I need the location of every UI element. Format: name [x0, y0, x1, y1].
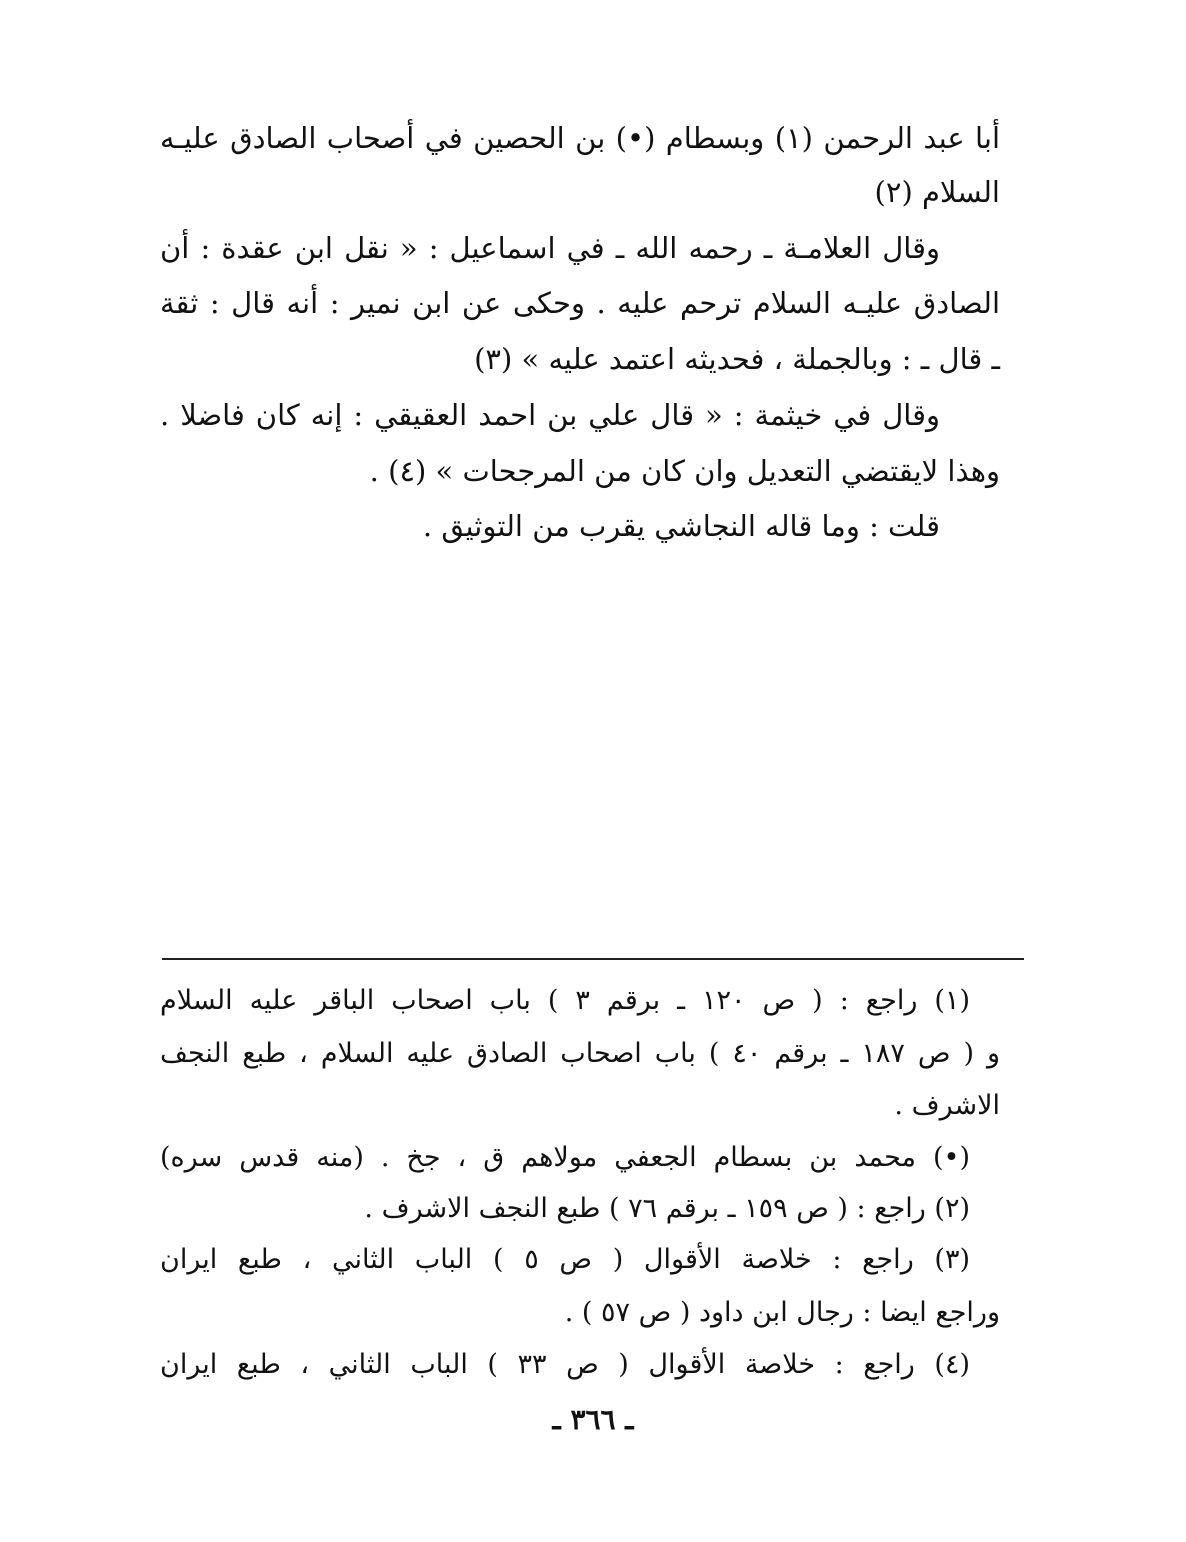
body-line-3: وقال العلامـة ـ رحمه الله ـ في اسماعيل : « نقل ابن عقدة : أن — [160, 231, 940, 265]
footnote-line-3: الاشرف . — [894, 1090, 1000, 1121]
body-line-7: وهذا لايقتضي التعديل وان كان من المرجحات » (٤) . — [369, 454, 1000, 488]
footnote-line-5: (٢) راجع : ( ص ١٥٩ ـ برقم ٧٦ ) طبع النجف الاشرف . — [364, 1193, 970, 1224]
footnote-line-2: و ( ص ١٨٧ ـ برقم ٤٠ ) باب اصحاب الصادق عليه السلام ، طبع النجف — [160, 1038, 1000, 1069]
body-line-1: أبا عبد الرحمن (١) وبسطام (•) بن الحصين في أصحاب الصادق عليـه — [160, 121, 1001, 155]
footnote-divider — [162, 958, 1024, 960]
body-line-6: وقال في خيثمة : « قال علي بن احمد العقيقي : إنه كان فاضلا . — [160, 398, 940, 432]
body-line-4: الصادق عليـه السلام ترحم عليه . وحكى عن ابن نمير : أنه قال : ثقة — [160, 286, 1000, 320]
page-number: ـ ٣٦٦ ـ — [552, 1403, 634, 1436]
footnote-line-6: (٣) راجع : خلاصة الأقوال ( ص ٥ ) الباب الثاني ، طبع ايران — [160, 1244, 970, 1275]
footnote-line-1: (١) راجع : ( ص ١٢٠ ـ برقم ٣ ) باب اصحاب الباقر عليه السلام — [160, 985, 970, 1016]
body-line-5: ـ قال ـ : وبالجملة ، فحديثه اعتمد عليه » (٣) — [474, 342, 1000, 376]
footnote-line-8: (٤) راجع : خلاصة الأقوال ( ص ٣٣ ) الباب الثاني ، طبع ايران — [160, 1349, 971, 1380]
body-line-2: السلام (٢) — [874, 175, 1000, 209]
footnote-line-4: (•) محمد بن بسطام الجعفي مولاهم ق ، جخ . (منه قدس سره) — [160, 1142, 970, 1173]
body-line-8: قلت : وما قاله النجاشي يقرب من التوثيق . — [422, 509, 940, 543]
footnote-line-7: وراجع ايضا : رجال ابن داود ( ص ٥٧ ) . — [564, 1297, 1000, 1328]
